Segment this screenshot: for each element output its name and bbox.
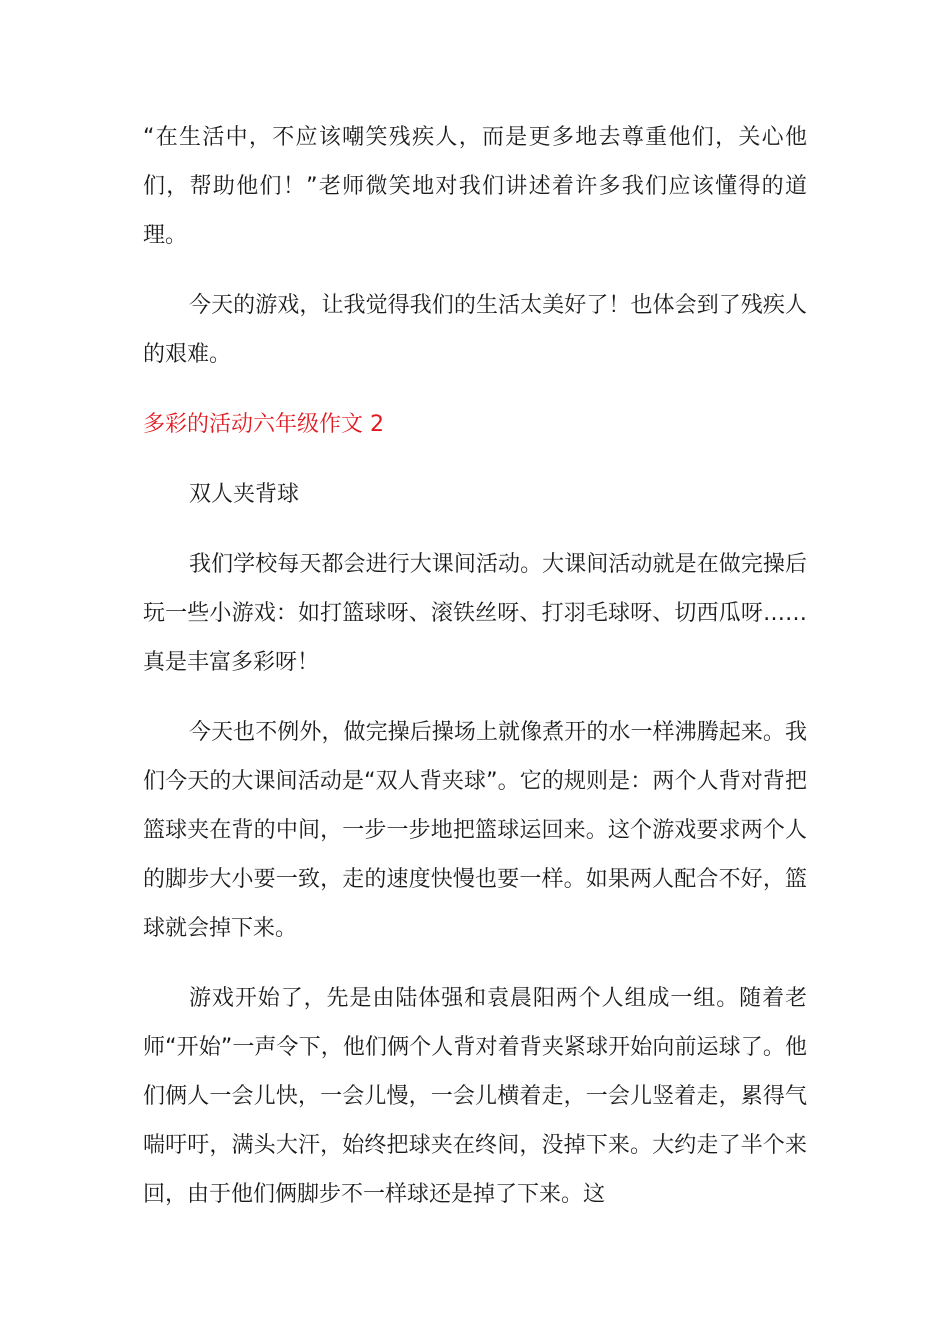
paragraph-reflection: 今天的游戏，让我觉得我们的生活太美好了！也体会到了残疾人的艰难。 bbox=[143, 293, 807, 367]
paragraph-quote: “在生活中，不应该嘲笑残疾人，而是更多地去尊重他们，关心他们，帮助他们！”老师微笑地对我们讲述着许多我们应该懂得的道理。 bbox=[143, 125, 807, 248]
paragraph-game-rules: 今天也不例外，做完操后操场上就像煮开的水一样沸腾起来。我们今天的大课间活动是“双人背夹球”。它的规则是：两个人背对背把篮球夹在背的中间，一步一步地把篮球运回来。这个游戏要求两个人的脚步大小要一致，走的速度快慢也要一样。如果两人配合不好，篮球就会掉下来。 bbox=[143, 720, 807, 941]
essay-title: 双人夹背球 bbox=[189, 482, 300, 507]
paragraph-activity-intro: 我们学校每天都会进行大课间活动。大课间活动就是在做完操后玩一些小游戏：如打篮球呀、滚铁丝呀、打羽毛球呀、切西瓜呀……真是丰富多彩呀！ bbox=[143, 552, 807, 675]
section-heading: 多彩的活动六年级作文 2 bbox=[143, 412, 384, 437]
document-body bbox=[143, 113, 807, 1240]
paragraph-game-start: 游戏开始了，先是由陆体强和袁晨阳两个人组成一组。随着老师“开始”一声令下，他们俩个人背对着背夹紧球开始向前运球了。他们俩人一会儿快，一会儿慢，一会儿横着走，一会儿竖着走，累得气喘吁吁，满头大汗，始终把球夹在终间，没掉下来。大约走了半个来回，由于他们俩脚步不一样球还是掉了下来。这 bbox=[143, 986, 807, 1207]
